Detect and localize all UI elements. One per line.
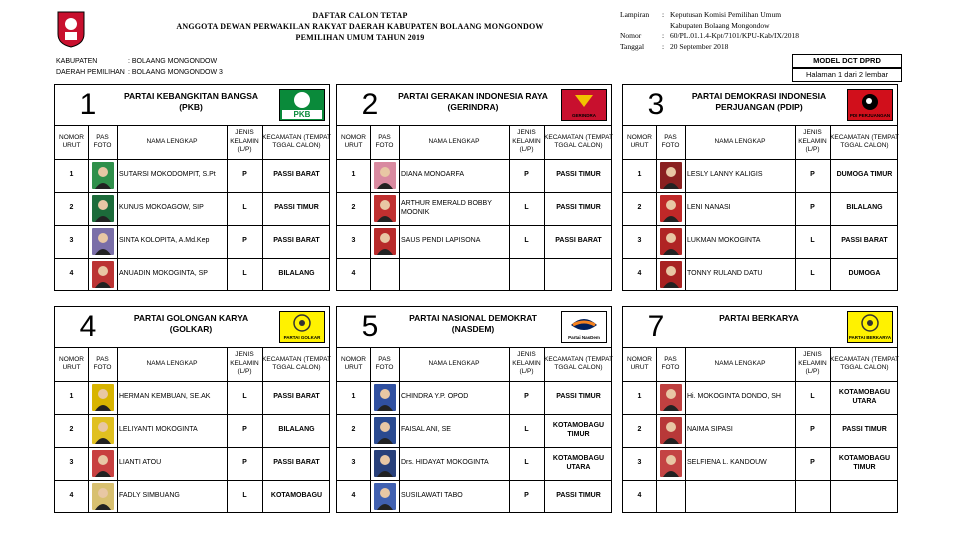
- column-header-jk: JENIS KELAMIN (L/P): [512, 129, 541, 154]
- candidate-district: PASSI TIMUR: [842, 426, 887, 434]
- candidate-photo: [656, 447, 685, 480]
- candidate-photo: [88, 447, 117, 480]
- party-logo-icon: [561, 311, 607, 343]
- candidate-number: 2: [637, 426, 642, 434]
- candidate-name: SUSILAWATI TABO: [401, 492, 463, 500]
- candidate-gender: P: [242, 426, 247, 434]
- party-header: [55, 307, 329, 348]
- candidate-photo-icon: [92, 162, 114, 189]
- party-logo-icon: [847, 89, 893, 121]
- candidate-name: KUNUS MOKOAGOW, SIP: [119, 204, 204, 212]
- candidate-district: PASSI BARAT: [273, 393, 320, 401]
- candidate-photo: [88, 192, 117, 225]
- candidate-name: [399, 258, 509, 291]
- candidate-number: 1: [637, 393, 642, 401]
- candidate-name: HERMAN KEMBUAN, SE.AK: [119, 393, 211, 401]
- candidate-number: 3: [637, 459, 642, 467]
- candidate-gender: P: [242, 171, 247, 179]
- candidate-number: 4: [637, 492, 642, 500]
- candidate-gender: L: [242, 492, 247, 500]
- party-header: [623, 85, 897, 126]
- candidate-row: [337, 381, 611, 415]
- candidate-photo-icon: [92, 195, 114, 222]
- candidate-photo-icon: [92, 483, 114, 510]
- candidate-gender: [795, 480, 830, 513]
- party-name: PARTAI KEBANGKITAN BANGSA (PKB): [123, 91, 259, 112]
- candidate-district: KOTAMOBAGU UTARA: [552, 455, 605, 471]
- candidate-photo-icon: [92, 417, 114, 444]
- column-header-kec: KECAMATAN (TEMPAT TGGAL CALON): [262, 133, 331, 149]
- candidate-number: 4: [351, 270, 356, 278]
- column-header-foto: PAS FOTO: [375, 355, 394, 371]
- column-header-foto: PAS FOTO: [93, 133, 112, 149]
- candidate-gender: P: [810, 426, 815, 434]
- column-header-nomor: NOMOR URUT: [59, 133, 84, 149]
- candidate-number: 2: [637, 204, 642, 212]
- column-header-nama: NAMA LENGKAP: [428, 359, 480, 367]
- column-header-kec: KECAMATAN (TEMPAT TGGAL CALON): [830, 355, 899, 371]
- candidate-name: LIANTI ATOU: [119, 459, 162, 467]
- column-header-nomor: NOMOR URUT: [627, 355, 652, 371]
- candidate-gender: L: [242, 204, 247, 212]
- candidate-number: 4: [69, 270, 74, 278]
- candidate-number: 4: [637, 270, 642, 278]
- candidate-row: [337, 159, 611, 193]
- candidate-name: FAISAL ANI, SE: [401, 426, 451, 434]
- candidate-photo: [370, 258, 399, 291]
- candidate-photo: [88, 381, 117, 414]
- candidate-photo-icon: [374, 384, 396, 411]
- candidate-gender: L: [242, 393, 247, 401]
- candidate-photo: [370, 159, 399, 192]
- party-logo-icon: [561, 89, 607, 121]
- candidate-name: LUKMAN MOKOGINTA: [687, 237, 761, 245]
- candidate-number: 3: [351, 459, 356, 467]
- column-header: [337, 125, 611, 160]
- party-logo-icon: [847, 311, 893, 343]
- candidate-row: [337, 414, 611, 448]
- candidate-photo: [656, 159, 685, 192]
- candidate-number: 1: [69, 171, 74, 179]
- party-number: 4: [79, 310, 97, 343]
- party-name: PARTAI DEMOKRASI INDONESIA PERJUANGAN (PDIP): [691, 91, 827, 112]
- candidate-number: 3: [69, 459, 74, 467]
- party-logo-icon: [279, 89, 325, 121]
- candidate-name: NAIMA SIPASI: [687, 426, 733, 434]
- candidate-photo-icon: [660, 417, 682, 444]
- party-name: PARTAI GERAKAN INDONESIA RAYA (GERINDRA): [398, 91, 548, 112]
- candidate-gender: P: [810, 459, 815, 467]
- candidate-gender: P: [810, 171, 815, 179]
- candidate-row: [623, 225, 897, 259]
- party-panel: [336, 84, 612, 291]
- candidate-district: KOTAMOBAGU UTARA: [838, 389, 891, 405]
- column-header-nama: NAMA LENGKAP: [428, 137, 480, 145]
- candidate-district: KOTAMOBAGU: [270, 492, 323, 500]
- candidate-row: [623, 414, 897, 448]
- candidate-district: DUMOGA TIMUR: [836, 171, 893, 179]
- candidate-photo: [656, 225, 685, 258]
- candidate-district: PASSI BARAT: [273, 459, 320, 467]
- candidate-gender: L: [810, 237, 815, 245]
- candidate-photo: [656, 414, 685, 447]
- candidate-row: [623, 381, 897, 415]
- candidate-photo-icon: [660, 450, 682, 477]
- candidate-photo-icon: [374, 417, 396, 444]
- kpu-logo: [56, 10, 86, 48]
- column-header-nama: NAMA LENGKAP: [714, 137, 766, 145]
- candidate-name: SAUS PENDI LAPISONA: [401, 237, 481, 245]
- candidate-photo-icon: [660, 384, 682, 411]
- column-header-jk: JENIS KELAMIN (L/P): [512, 351, 541, 376]
- candidate-photo-icon: [660, 228, 682, 255]
- candidate-photo-icon: [374, 483, 396, 510]
- candidate-row: [55, 225, 329, 259]
- candidate-photo: [88, 414, 117, 447]
- candidate-number: 4: [69, 492, 74, 500]
- candidate-gender: [509, 258, 544, 291]
- party-panel: [336, 306, 612, 513]
- candidate-district: BILALANG: [846, 204, 883, 212]
- candidate-row: [623, 159, 897, 193]
- candidate-name: LESLY LANNY KALIGIS: [687, 171, 763, 179]
- model-label: MODEL DCT DPRD: [792, 54, 902, 68]
- candidate-name: FADLY SIMBUANG: [119, 492, 180, 500]
- candidate-name: Hi. MOKOGINTA DONDO, SH: [687, 393, 781, 401]
- candidate-gender: P: [242, 237, 247, 245]
- candidate-district: PASSI BARAT: [841, 237, 888, 245]
- candidate-photo: [656, 381, 685, 414]
- candidate-name: SINTA KOLOPITA, A.Md.Kep: [119, 237, 210, 245]
- candidate-photo-icon: [660, 162, 682, 189]
- candidate-photo: [656, 192, 685, 225]
- candidate-photo: [370, 225, 399, 258]
- column-header-jk: JENIS KELAMIN (L/P): [798, 351, 827, 376]
- column-header-jk: JENIS KELAMIN (L/P): [798, 129, 827, 154]
- candidate-photo: [88, 159, 117, 192]
- party-panel: [54, 84, 330, 291]
- column-header: [623, 347, 897, 382]
- column-header-kec: KECAMATAN (TEMPAT TGGAL CALON): [262, 355, 331, 371]
- candidate-photo: [370, 480, 399, 513]
- candidate-photo: [370, 447, 399, 480]
- column-header-nomor: NOMOR URUT: [627, 133, 652, 149]
- lampiran-block: Lampiran : Keputusan Komisi Pemilihan Umum Kabupaten Bolaang Mongondow Nomor : 60/PL.01.1.4-Kpt/7101/KPU-Kab/IX/2018 Tanggal : 20 September 2018: [620, 10, 799, 51]
- candidate-photo: [370, 414, 399, 447]
- column-header-foto: PAS FOTO: [661, 133, 680, 149]
- column-header-jk: JENIS KELAMIN (L/P): [230, 129, 259, 154]
- candidate-gender: P: [524, 492, 529, 500]
- region-info: KABUPATEN : BOLAANG MONGONDOW DAERAH PEMILIHAN : BOLAANG MONGONDOW 3: [56, 58, 223, 76]
- candidate-district: PASSI BARAT: [555, 237, 602, 245]
- candidate-row: [623, 258, 897, 291]
- candidate-gender: L: [524, 426, 529, 434]
- candidate-number: 3: [351, 237, 356, 245]
- candidate-district: PASSI BARAT: [273, 237, 320, 245]
- column-header-jk: JENIS KELAMIN (L/P): [230, 351, 259, 376]
- candidate-row: [337, 480, 611, 513]
- column-header-foto: PAS FOTO: [93, 355, 112, 371]
- party-header: [337, 85, 611, 126]
- candidate-row: [55, 381, 329, 415]
- candidate-gender: P: [810, 204, 815, 212]
- candidate-row: [623, 447, 897, 481]
- party-number: 2: [361, 88, 379, 121]
- candidate-photo: [88, 258, 117, 291]
- candidate-name: ANUADIN MOKOGINTA, SP: [119, 270, 208, 278]
- candidate-district: DUMOGA: [848, 270, 881, 278]
- candidate-district: KOTAMOBAGU TIMUR: [552, 422, 605, 438]
- column-header-nomor: NOMOR URUT: [341, 355, 366, 371]
- candidate-district: KOTAMOBAGU TIMUR: [838, 455, 891, 471]
- candidate-district: PASSI TIMUR: [556, 171, 601, 179]
- candidate-row: [337, 447, 611, 481]
- party-logo-icon: [279, 311, 325, 343]
- column-header-kec: KECAMATAN (TEMPAT TGGAL CALON): [544, 355, 613, 371]
- column-header: [623, 125, 897, 160]
- candidate-row: [623, 192, 897, 226]
- candidate-row: [337, 192, 611, 226]
- candidate-name: Drs. HIDAYAT MOKOGINTA: [401, 459, 489, 467]
- column-header-nama: NAMA LENGKAP: [146, 137, 198, 145]
- candidate-district: [830, 480, 899, 513]
- party-logo-text: PARTAI BERKARYA: [848, 335, 892, 340]
- candidate-number: 1: [351, 393, 356, 401]
- candidate-gender: L: [524, 204, 529, 212]
- candidate-name: SELFIENA L. KANDOUW: [687, 459, 767, 467]
- party-header: [55, 85, 329, 126]
- party-panel: [54, 306, 330, 513]
- candidate-photo: [88, 480, 117, 513]
- party-number: 5: [361, 310, 379, 343]
- party-number: 1: [79, 88, 97, 121]
- candidate-row: [55, 480, 329, 513]
- candidate-row: [623, 480, 897, 513]
- candidate-row: [55, 159, 329, 193]
- candidate-row: [337, 225, 611, 259]
- candidate-district: PASSI TIMUR: [556, 204, 601, 212]
- party-number: 3: [647, 88, 665, 121]
- candidate-photo: [656, 258, 685, 291]
- candidate-name: LENI NANASI: [687, 204, 731, 212]
- party-header: [337, 307, 611, 348]
- party-panel: [622, 306, 898, 513]
- candidate-name: CHINDRA Y.P. OPOD: [401, 393, 469, 401]
- document-title: DAFTAR CALON TETAP ANGGOTA DEWAN PERWAKILAN RAKYAT DAERAH KABUPATEN BOLAANG MONGONDOW PEMILIHAN UMUM TAHUN 2019: [176, 11, 544, 42]
- candidate-district: BILALANG: [278, 426, 315, 434]
- candidate-name: ARTHUR EMERALD BOBBY MOONIK: [401, 200, 492, 216]
- candidate-photo-icon: [660, 261, 682, 288]
- candidate-number: 1: [69, 393, 74, 401]
- candidate-photo: [370, 192, 399, 225]
- candidate-name: SUTARSI MOKODOMPIT, S.Pt: [119, 171, 216, 179]
- party-panel: [622, 84, 898, 291]
- candidate-name: [685, 480, 795, 513]
- candidate-gender: L: [524, 459, 529, 467]
- candidate-photo-icon: [92, 450, 114, 477]
- party-header: [623, 307, 897, 348]
- column-header-nomor: NOMOR URUT: [341, 133, 366, 149]
- column-header-kec: KECAMATAN (TEMPAT TGGAL CALON): [544, 133, 613, 149]
- candidate-district: BILALANG: [278, 270, 315, 278]
- party-logo-text: PKB: [293, 110, 311, 119]
- candidate-photo-icon: [374, 195, 396, 222]
- candidate-gender: L: [242, 270, 247, 278]
- party-logo-text: PDI PERJUANGAN: [849, 113, 891, 118]
- candidate-district: PASSI TIMUR: [274, 204, 319, 212]
- candidate-gender: L: [524, 237, 529, 245]
- candidate-row: [55, 258, 329, 291]
- column-header: [337, 347, 611, 382]
- party-name: PARTAI NASIONAL DEMOKRAT (NASDEM): [409, 313, 537, 334]
- party-logo-text: Partai NasDem: [568, 335, 600, 340]
- candidate-photo: [656, 480, 685, 513]
- page-indicator: Halaman 1 dari 2 lembar: [792, 68, 902, 82]
- candidate-district: PASSI TIMUR: [556, 492, 601, 500]
- candidate-gender: P: [524, 171, 529, 179]
- candidate-row: [55, 414, 329, 448]
- candidate-photo: [370, 381, 399, 414]
- candidate-district: PASSI TIMUR: [556, 393, 601, 401]
- candidate-gender: P: [524, 393, 529, 401]
- candidate-number: 2: [69, 204, 74, 212]
- candidate-photo-icon: [374, 162, 396, 189]
- column-header-foto: PAS FOTO: [661, 355, 680, 371]
- party-number: 7: [647, 310, 665, 343]
- column-header: [55, 347, 329, 382]
- candidate-number: 4: [351, 492, 356, 500]
- candidate-number: 1: [351, 171, 356, 179]
- candidate-photo-icon: [374, 450, 396, 477]
- candidate-number: 2: [351, 204, 356, 212]
- candidate-photo-icon: [660, 195, 682, 222]
- column-header-nama: NAMA LENGKAP: [714, 359, 766, 367]
- party-logo-text: PARTAI GOLKAR: [283, 335, 321, 340]
- candidate-name: DIANA MONOARFA: [401, 171, 465, 179]
- candidate-row: [337, 258, 611, 291]
- candidate-number: 2: [351, 426, 356, 434]
- candidate-row: [55, 192, 329, 226]
- column-header-nama: NAMA LENGKAP: [146, 359, 198, 367]
- candidate-gender: L: [810, 393, 815, 401]
- column-header-kec: KECAMATAN (TEMPAT TGGAL CALON): [830, 133, 899, 149]
- candidate-name: TONNY RULAND DATU: [687, 270, 763, 278]
- candidate-photo-icon: [92, 384, 114, 411]
- party-logo-text: GERINDRA: [571, 113, 597, 118]
- candidate-photo-icon: [374, 228, 396, 255]
- candidate-district: [544, 258, 613, 291]
- candidate-number: 3: [69, 237, 74, 245]
- column-header: [55, 125, 329, 160]
- candidate-row: [55, 447, 329, 481]
- candidate-number: 1: [637, 171, 642, 179]
- candidate-district: PASSI BARAT: [273, 171, 320, 179]
- party-name: PARTAI BERKARYA: [719, 313, 799, 323]
- candidate-number: 2: [69, 426, 74, 434]
- candidate-photo-icon: [92, 228, 114, 255]
- candidate-photo: [88, 225, 117, 258]
- candidate-gender: P: [242, 459, 247, 467]
- candidate-name: LELIYANTI MOKOGINTA: [119, 426, 198, 434]
- column-header-foto: PAS FOTO: [375, 133, 394, 149]
- candidate-gender: L: [810, 270, 815, 278]
- column-header-nomor: NOMOR URUT: [59, 355, 84, 371]
- candidate-photo-icon: [92, 261, 114, 288]
- party-name: PARTAI GOLONGAN KARYA (GOLKAR): [133, 313, 249, 334]
- candidate-number: 3: [637, 237, 642, 245]
